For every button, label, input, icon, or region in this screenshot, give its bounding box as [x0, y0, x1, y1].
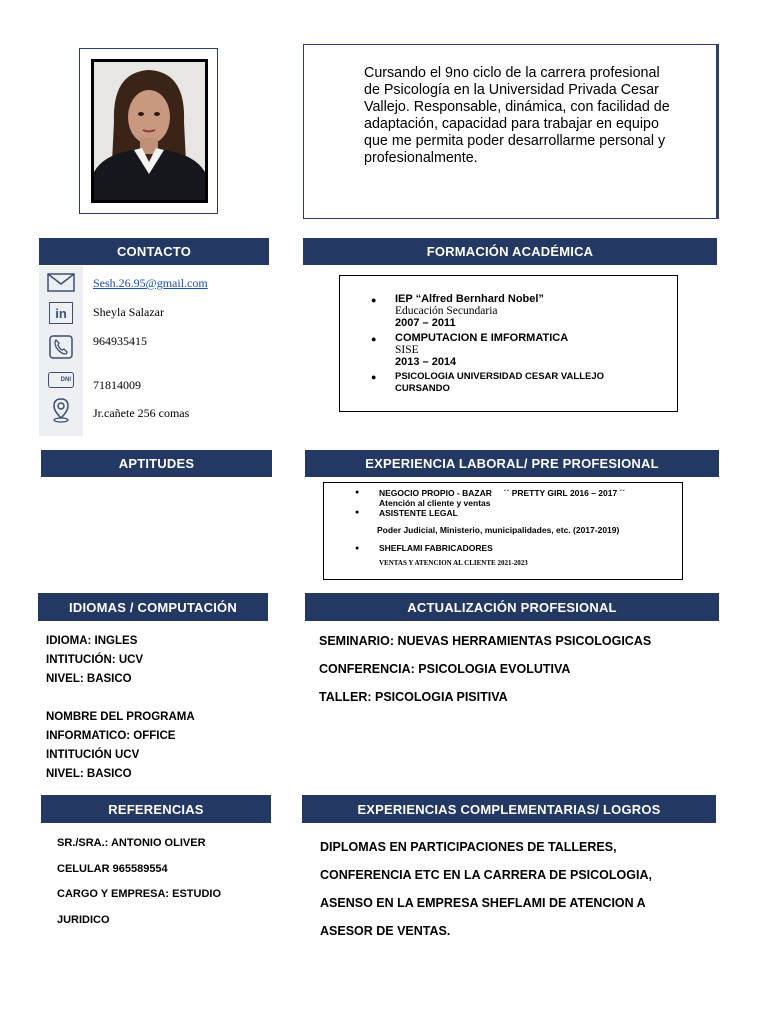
- experience-box: [323, 482, 683, 580]
- referencias-line: CARGO Y EMPRESA: ESTUDIO: [57, 888, 222, 900]
- education-item: [395, 332, 568, 368]
- experience-item-1: [379, 488, 625, 508]
- experience-title: ASISTENTE LEGAL: [379, 508, 458, 518]
- logros-section: [320, 833, 652, 945]
- actualizacion-line: SEMINARIO: NUEVAS HERRAMIENTAS PSICOLOGICAS: [319, 634, 652, 648]
- dni-badge: DNI: [48, 372, 74, 388]
- education-title: IEP “Alfred Bernhard Nobel”: [395, 293, 544, 305]
- profile-summary-text: Cursando el 9no ciclo de la carrera profesional de Psicología en la Universidad Privada Cesar Vallejo. Responsable, dinámica, con facilidad de adaptación, capacidad para trabajar en equipo que me permita poder desarrollarme personal y profesionalmente.: [364, 65, 670, 166]
- idiomas-line: NIVEL: BASICO: [46, 673, 132, 685]
- actualizacion-line: TALLER: PSICOLOGIA PISITIVA: [319, 690, 508, 704]
- profile-photo: [91, 59, 208, 203]
- education-detail: CURSANDO: [395, 383, 450, 394]
- contact-address: Jr.cañete 256 comas: [93, 406, 190, 420]
- education-item: [395, 371, 604, 395]
- education-title: PSICOLOGIA UNIVERSIDAD CESAR VALLEJO: [395, 371, 605, 382]
- mail-icon: [46, 269, 76, 295]
- idiomas-section: [46, 632, 195, 784]
- idiomas-line: INTITUCIÓN UCV: [46, 749, 140, 761]
- actualizacion-section: [319, 627, 651, 711]
- education-title: COMPUTACION E IMFORMATICA: [395, 332, 569, 344]
- experience-title: SHEFLAMI FABRICADORES: [379, 543, 493, 553]
- referencias-line: SR./SRA.: ANTONIO OLIVER: [57, 837, 206, 849]
- phone-icon: [46, 334, 76, 360]
- idiomas-line: IDIOMA: INGLES: [46, 635, 138, 647]
- heading-contacto: CONTACTO: [39, 238, 269, 265]
- referencias-section: [57, 831, 221, 933]
- profile-summary-box: [303, 44, 717, 219]
- bullet-icon: ●: [371, 372, 377, 382]
- heading-idiomas: IDIOMAS / COMPUTACIÓN: [38, 593, 268, 621]
- education-item: [395, 293, 544, 329]
- linkedin-badge: in: [49, 302, 73, 324]
- education-years: 2007 – 2011: [395, 317, 456, 329]
- contact-linkedin: Sheyla Salazar: [93, 305, 164, 319]
- education-detail: Educación Secundaria: [395, 305, 498, 317]
- heading-formacion: FORMACIÓN ACADÉMICA: [303, 238, 717, 265]
- bullet-icon: ●: [371, 334, 377, 344]
- experience-detail: Poder Judicial, Ministerio, municipalidades, etc. (2017-2019): [377, 525, 620, 535]
- heading-actualizacion: ACTUALIZACIÓN PROFESIONAL: [305, 593, 719, 621]
- heading-aptitudes: APTITUDES: [41, 450, 272, 477]
- experience-detail: VENTAS Y ATENCION AL CLIENTE 2021-2023: [379, 559, 528, 567]
- linkedin-icon: [46, 300, 76, 326]
- logros-line: ASENSO EN LA EMPRESA SHEFLAMI DE ATENCION A: [320, 896, 646, 910]
- contact-phone: 964935415: [93, 334, 147, 348]
- contact-email-link[interactable]: Sesh.26.95@gmail.com: [93, 276, 208, 290]
- heading-experiencia: EXPERIENCIA LABORAL/ PRE PROFESIONAL: [305, 450, 719, 477]
- heading-referencias: REFERENCIAS: [41, 795, 271, 823]
- education-years: 2013 – 2014: [395, 356, 457, 368]
- idiomas-line: INFORMATICO: OFFICE: [46, 730, 176, 742]
- referencias-line: JURIDICO: [57, 913, 110, 926]
- bullet-icon: ●: [371, 295, 377, 305]
- contact-dni: 71814009: [93, 378, 141, 392]
- profile-photo-figure: [94, 62, 205, 200]
- referencias-line: CELULAR 965589554: [57, 862, 168, 875]
- bullet-icon: ●: [355, 489, 360, 496]
- education-detail: SISE: [395, 344, 419, 356]
- experience-title: NEGOCIO PROPIO - BAZAR ´´ PRETTY GIRL 2016 – 2017 ´´: [379, 488, 626, 498]
- logros-line: ASESOR DE VENTAS.: [320, 924, 451, 938]
- actualizacion-line: CONFERENCIA: PSICOLOGIA EVOLUTIVA: [319, 662, 571, 676]
- bullet-icon: ●: [355, 545, 360, 552]
- dni-icon: [46, 367, 76, 393]
- location-icon: [46, 397, 76, 423]
- idiomas-line: NIVEL: BASICO: [46, 768, 132, 780]
- experience-detail: Atención al cliente y ventas: [379, 498, 491, 508]
- education-box: [339, 275, 678, 412]
- idiomas-line: INTITUCIÓN: UCV: [46, 654, 144, 666]
- idiomas-line: NOMBRE DEL PROGRAMA: [46, 711, 195, 723]
- heading-logros: EXPERIENCIAS COMPLEMENTARIAS/ LOGROS: [302, 795, 716, 823]
- logros-line: CONFERENCIA ETC EN LA CARRERA DE PSICOLOGIA,: [320, 868, 652, 882]
- bullet-icon: ●: [355, 509, 360, 516]
- logros-line: DIPLOMAS EN PARTICIPACIONES DE TALLERES,: [320, 840, 617, 854]
